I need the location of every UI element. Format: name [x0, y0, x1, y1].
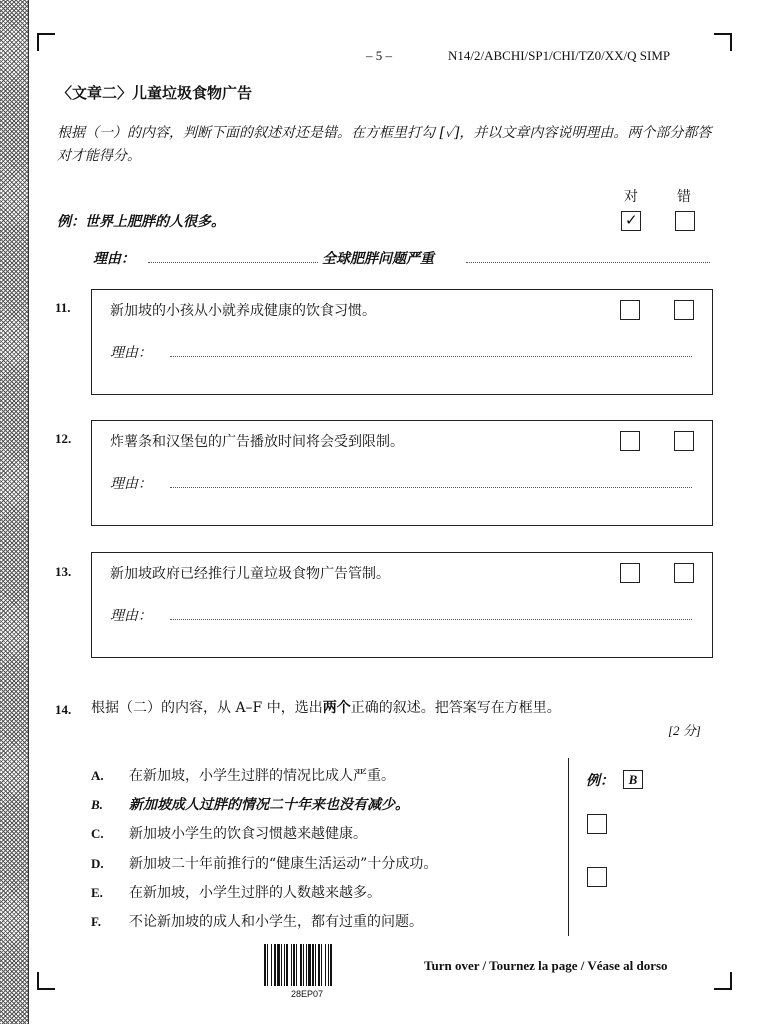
page-number: – 5 –: [366, 48, 392, 63]
q14-prompt: [91, 697, 561, 717]
column-true-label: 对: [624, 189, 638, 205]
example-dotted-line-left: [148, 250, 318, 263]
answer-box-2[interactable]: [587, 867, 607, 887]
option-text: 新加坡成人过胖的情况二十年来也没有减少。: [129, 797, 409, 813]
question-number: 14.: [55, 702, 72, 717]
true-checkbox[interactable]: [620, 431, 640, 451]
barcode: [264, 944, 358, 986]
column-false-label: 错: [677, 189, 691, 205]
example-statement: 例：世界上肥胖的人很多。: [57, 214, 225, 230]
binding-hatch-strip: [0, 0, 29, 1024]
section-title: 〈文章二〉儿童垃圾食物广告: [57, 84, 253, 102]
option-text: 在新加坡，小学生过胖的情况比成人严重。: [129, 768, 395, 784]
example-false-checkbox[interactable]: [675, 211, 695, 231]
example-reason-label: 理由：: [93, 251, 135, 267]
reason-label: 理由：: [110, 345, 152, 361]
crop-mark-top-right: [714, 33, 732, 51]
answer-example-label: 例：: [586, 773, 614, 789]
true-checkbox[interactable]: [620, 300, 640, 320]
option-letter: E.: [91, 885, 103, 900]
q14-prompt-emphasis: 两个: [322, 700, 351, 716]
paper-code: N14/2/ABCHI/SP1/CHI/TZ0/XX/Q SIMP: [448, 48, 671, 63]
question-number: 13.: [55, 564, 72, 579]
false-checkbox[interactable]: [674, 563, 694, 583]
turn-over-text: Turn over / Tournez la page / Véase al dorso: [424, 958, 668, 973]
crop-mark-bottom-right: [714, 972, 732, 990]
option-letter: C.: [91, 826, 104, 841]
q14-prompt-start: 根据（二）的内容，从 A–F 中，选出: [91, 700, 323, 716]
option-text: 新加坡小学生的饮食习惯越来越健康。: [129, 826, 367, 842]
question-number: 12.: [55, 431, 72, 446]
reason-label: 理由：: [110, 608, 152, 624]
question-box-12: [91, 420, 713, 526]
example-dotted-line-right: [466, 250, 710, 263]
example-true-checkbox[interactable]: [621, 211, 641, 231]
reason-label: 理由：: [110, 476, 152, 492]
true-checkbox[interactable]: [620, 563, 640, 583]
option-letter: A.: [91, 768, 104, 783]
barcode-text: 28EP07: [291, 989, 324, 999]
reason-answer-line[interactable]: [170, 475, 692, 488]
question-box-11: [91, 289, 713, 395]
marks-label: [2 分]: [668, 723, 701, 738]
option-letter: B.: [91, 797, 103, 812]
crop-mark-top-left: [37, 33, 55, 51]
answer-box-1[interactable]: [587, 814, 607, 834]
question-statement: 新加坡的小孩从小就养成健康的饮食习惯。: [110, 303, 376, 319]
false-checkbox[interactable]: [674, 431, 694, 451]
false-checkbox[interactable]: [674, 300, 694, 320]
answer-example-box: B: [623, 770, 643, 789]
option-text: 新加坡二十年前推行的“健康生活运动”十分成功。: [129, 856, 438, 872]
option-text: 不论新加坡的成人和小学生，都有过重的问题。: [129, 914, 423, 930]
answer-column-divider: [568, 758, 569, 936]
question-statement: 新加坡政府已经推行儿童垃圾食物广告管制。: [110, 566, 390, 582]
reason-answer-line[interactable]: [170, 607, 692, 620]
question-number: 11.: [55, 300, 71, 315]
option-letter: F.: [91, 914, 101, 929]
question-box-13: [91, 552, 713, 658]
option-letter: D.: [91, 856, 104, 871]
instructions: 根据（一）的内容，判断下面的叙述对还是错。在方框里打勾 [✓]，并以文章内容说明理由。两个部分都答对才能得分。: [57, 125, 712, 164]
example-answer: 全球肥胖问题严重: [322, 251, 434, 267]
crop-mark-bottom-left: [37, 972, 55, 990]
reason-answer-line[interactable]: [170, 344, 692, 357]
question-statement: 炸薯条和汉堡包的广告播放时间将会受到限制。: [110, 434, 404, 450]
option-text: 在新加坡，小学生过胖的人数越来越多。: [129, 885, 381, 901]
q14-prompt-end: 正确的叙述。把答案写在方框里。: [350, 700, 561, 716]
